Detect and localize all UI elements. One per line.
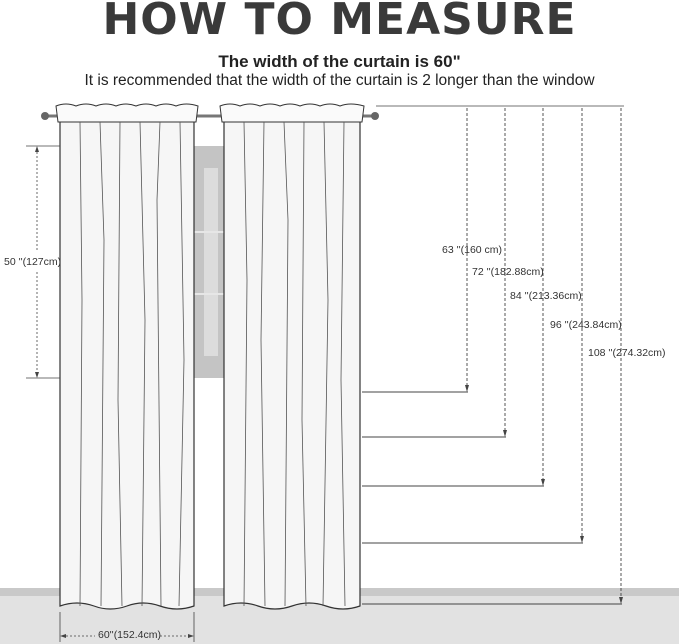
curtain-width-subtitle: The width of the curtain is 60" (218, 52, 461, 71)
length-label-108: 108 ''(274.32cm) (588, 347, 666, 359)
page-title: HOW TO MEASURE (102, 0, 577, 45)
right-curtain-panel (220, 104, 364, 609)
window (194, 146, 224, 378)
window-height-label: 50 ''(127cm) (4, 256, 62, 268)
left-curtain-panel (56, 104, 198, 609)
recommendation-text: It is recommended that the width of the curtain is 2 longer than the window (84, 72, 595, 89)
length-dimension-lines (362, 108, 623, 604)
curtain-width-label: 60''(152.4cm) (98, 629, 161, 641)
length-label-84: 84 ''(213.36cm) (510, 290, 582, 302)
length-label-96: 96 ''(243.84cm) (550, 319, 622, 331)
length-label-63: 63 ''(160 cm) (442, 244, 503, 256)
length-label-72: 72 ''(182.88cm) (472, 266, 544, 278)
